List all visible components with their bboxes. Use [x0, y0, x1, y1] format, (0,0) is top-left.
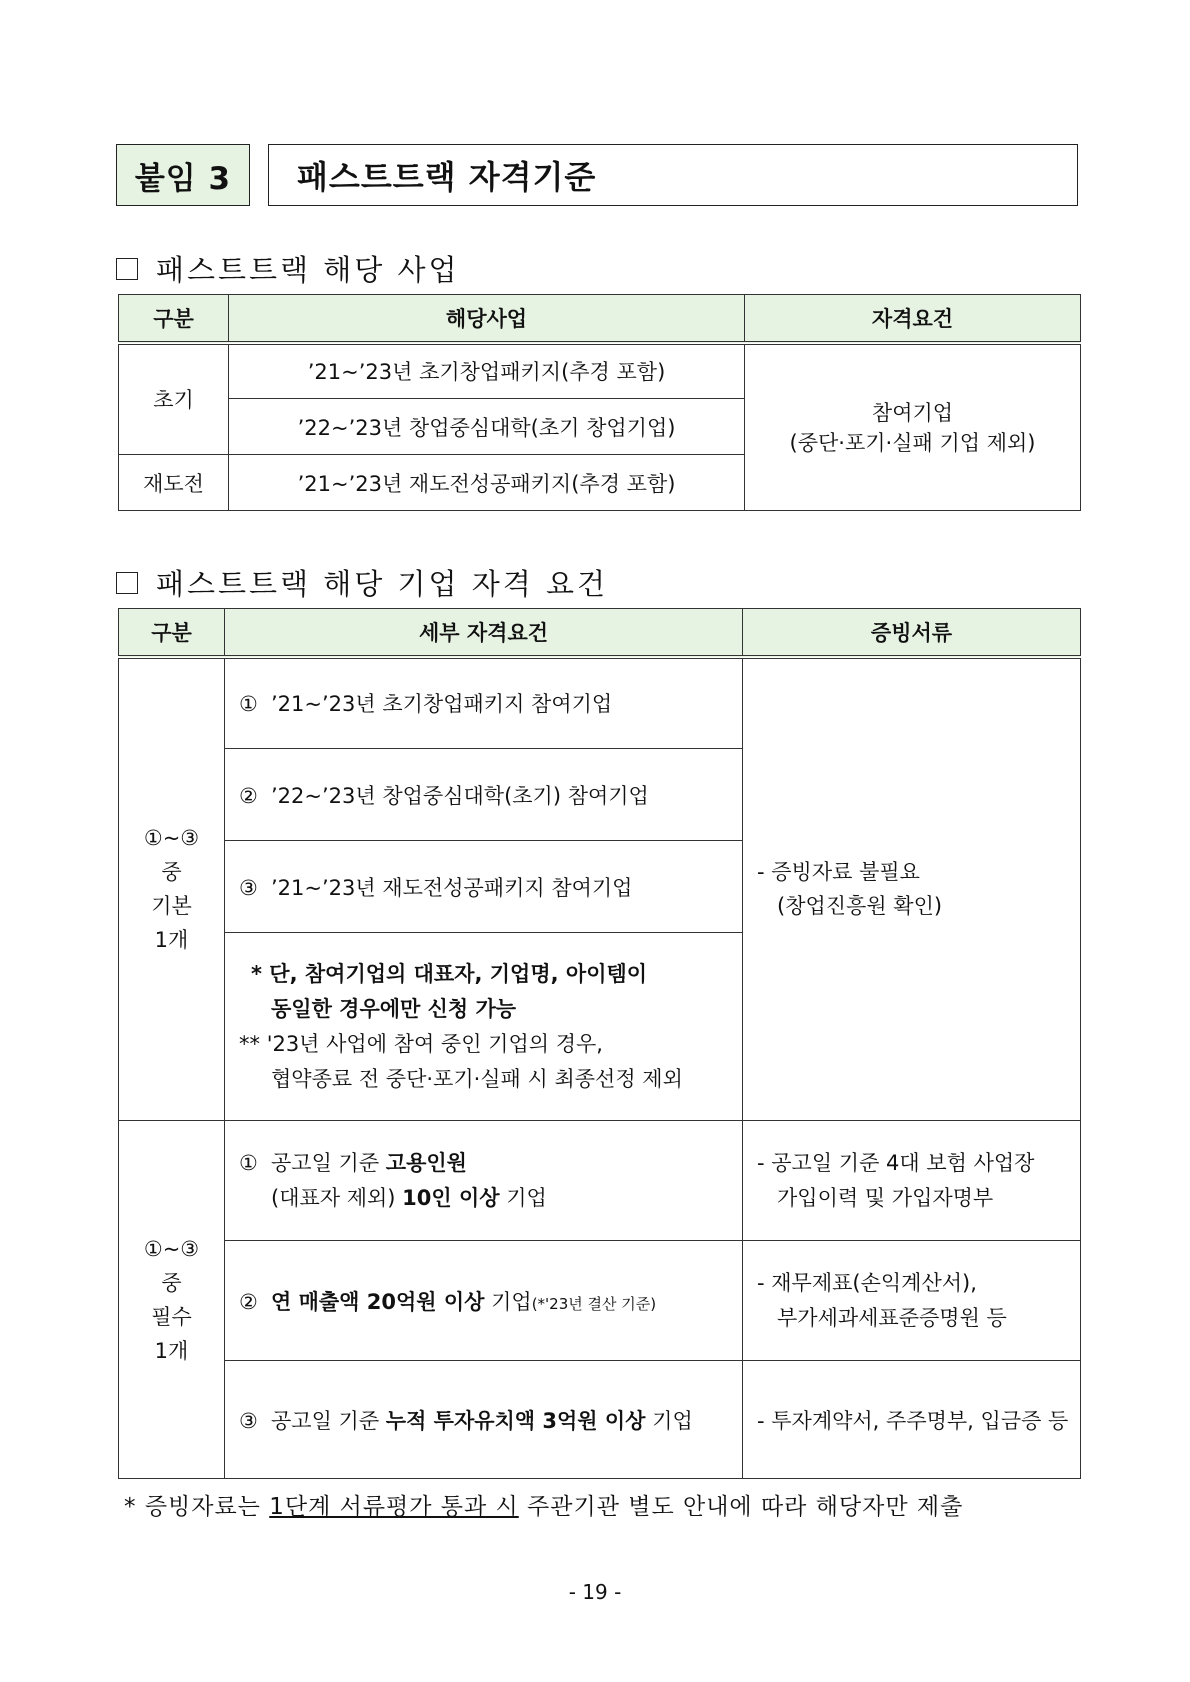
item-small-text: (*'23년 결산 기준)	[531, 1294, 657, 1313]
requirement-cell	[745, 343, 1081, 511]
evidence-line: - 증빙자료 불필요	[757, 860, 920, 885]
checkbox-icon	[116, 258, 138, 280]
basic-category-cell	[119, 657, 225, 1121]
section1-heading	[116, 248, 460, 289]
header-category: 구분	[119, 295, 229, 343]
item-text: 기업	[645, 1408, 693, 1433]
required-item-3	[225, 1361, 743, 1479]
requirement-line: (중단·포기·실패 기업 제외)	[789, 431, 1036, 456]
note2-line	[239, 1027, 741, 1062]
table-row	[119, 657, 1081, 749]
required-item-2	[225, 1241, 743, 1361]
category-line: 1개	[154, 928, 189, 953]
requirement-line: 참여기업	[871, 401, 954, 426]
note-mark: **	[239, 1031, 260, 1056]
attachment-tag: 붙임 3	[116, 144, 250, 206]
note1-line2: 동일한 경우에만 신청 가능	[271, 996, 517, 1021]
basic-notes-cell	[225, 933, 743, 1121]
item-text: 공고일 기준	[271, 1408, 386, 1433]
footnote	[124, 1488, 963, 1521]
item-number: ①	[239, 692, 258, 717]
table-row	[119, 1121, 1081, 1241]
table-row	[119, 1361, 1081, 1479]
evidence-line: - 공고일 기준 4대 보험 사업장	[757, 1150, 1035, 1175]
footnote-underlined: 1단계 서류평가 통과 시	[269, 1494, 519, 1520]
item-bold-text: 10인 이상	[402, 1185, 500, 1210]
evidence-line: 부가세과세표준증명원 등	[777, 1305, 1007, 1330]
required-item-1	[225, 1121, 743, 1241]
basic-item-1	[225, 657, 743, 749]
category-line: 기본	[151, 894, 192, 919]
business-cell: ’21~’23년 초기창업패키지(추경 포함)	[229, 343, 745, 399]
required-evidence-2	[743, 1241, 1081, 1361]
basic-item-3	[225, 841, 743, 933]
basic-evidence-cell	[743, 657, 1081, 1121]
category-line: 중	[161, 860, 182, 885]
required-category-cell	[119, 1121, 225, 1479]
item-line	[239, 1181, 741, 1216]
item-number: ②	[239, 783, 258, 808]
item-number: ①	[239, 1150, 258, 1175]
item-line	[239, 1146, 741, 1181]
category-line: 중	[161, 1270, 182, 1295]
note2-line2: 협약종료 전 중단·포기·실패 시 최종선정 제외	[271, 1066, 683, 1091]
note1-line	[239, 957, 741, 992]
header-category: 구분	[119, 609, 225, 657]
table-row	[119, 1241, 1081, 1361]
item-bold-text: 연 매출액 20억원 이상	[271, 1289, 485, 1314]
business-cell: ’21~’23년 재도전성공패키지(추경 포함)	[229, 455, 745, 511]
evidence-line: - 재무제표(손익계산서),	[757, 1270, 977, 1295]
category-line: ①~③	[143, 1236, 200, 1261]
category-line: ①~③	[143, 826, 200, 851]
header-detail: 세부 자격요건	[225, 609, 743, 657]
item-number: ②	[239, 1289, 258, 1314]
section2-heading-text: 패스트트랙 해당 기업 자격 요건	[156, 567, 609, 601]
item-number: ③	[239, 1408, 258, 1433]
item-bold-text: 누적 투자유치액 3억원 이상	[385, 1408, 646, 1433]
item-text: 공고일 기준	[271, 1150, 386, 1175]
item-number: ③	[239, 875, 258, 900]
item-text: ’22~’23년 창업중심대학(초기) 참여기업	[271, 783, 649, 808]
page-title: 패스트트랙 자격기준	[268, 144, 1078, 206]
header-business: 해당사업	[229, 295, 745, 343]
required-evidence-3: - 투자계약서, 주주명부, 입금증 등	[743, 1361, 1081, 1479]
item-text: (대표자 제외)	[271, 1185, 403, 1210]
note-text: 단, 참여기업의 대표자, 기업명, 아이템이	[269, 961, 648, 986]
category-line: 1개	[154, 1338, 189, 1363]
category-cell: 초기	[119, 343, 229, 455]
item-text: ’21~’23년 재도전성공패키지 참여기업	[271, 875, 633, 900]
category-line: 필수	[151, 1304, 192, 1329]
table-header-row	[119, 295, 1081, 343]
table-header-row	[119, 609, 1081, 657]
footnote-text: 증빙자료는	[144, 1494, 270, 1520]
item-text: 기업	[484, 1289, 532, 1314]
evidence-line: (창업진흥원 확인)	[777, 894, 943, 919]
header-requirement: 자격요건	[745, 295, 1081, 343]
requirements-table	[118, 608, 1081, 1479]
item-bold-text: 고용인원	[385, 1150, 467, 1175]
evidence-line: 가입이력 및 가입자명부	[777, 1185, 994, 1210]
basic-item-2	[225, 749, 743, 841]
section2-heading	[116, 562, 608, 603]
footnote-mark: *	[124, 1494, 137, 1520]
item-text: 기업	[499, 1185, 547, 1210]
header-evidence: 증빙서류	[743, 609, 1081, 657]
section1-heading-text: 패스트트랙 해당 사업	[156, 253, 460, 287]
title-row	[116, 144, 1078, 208]
business-cell: ’22~’23년 창업중심대학(초기 창업기업)	[229, 399, 745, 455]
checkbox-icon	[116, 572, 138, 594]
footnote-text: 주관기관 별도 안내에 따라 해당자만 제출	[518, 1494, 964, 1520]
item-text: ’21~’23년 초기창업패키지 참여기업	[271, 692, 613, 717]
category-cell: 재도전	[119, 455, 229, 511]
business-table	[118, 294, 1081, 511]
note-mark: *	[251, 961, 262, 986]
page-number: - 19 -	[568, 1580, 622, 1604]
note-text: '23년 사업에 참여 중인 기업의 경우,	[266, 1031, 603, 1056]
table-row	[119, 343, 1081, 399]
required-evidence-1	[743, 1121, 1081, 1241]
